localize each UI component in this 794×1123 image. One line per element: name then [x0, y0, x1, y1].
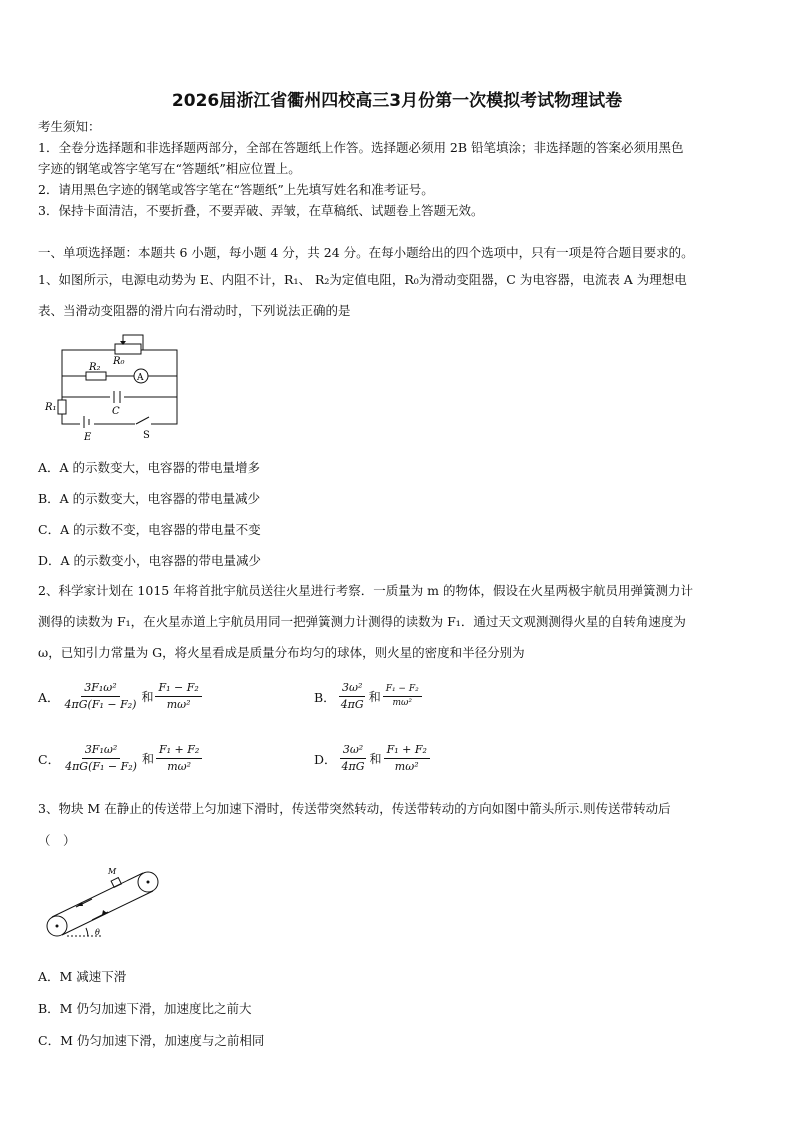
notice-line-1b: 字迹的钢笔或答字笔写在“答题纸”相应位置上。 — [38, 161, 301, 176]
and-word: 和 — [141, 690, 154, 704]
option-label: A． — [38, 689, 60, 705]
q1-option-d[interactable]: D．A 的示数变小，电容器的带电量减少 — [38, 553, 262, 568]
q3-answer-paren: （ ） — [38, 833, 76, 848]
density-fraction: $\frac{\text{3F₁ω²}}{\text{4πG(F₁ − F₂)}}$ — [64, 681, 137, 711]
r2-label: R₂ — [89, 362, 101, 373]
and-word: 和 — [369, 752, 382, 766]
q2-option-d[interactable] — [314, 743, 432, 774]
radius-fraction: $\frac{\text{F₁ − F₂}}{\text{mω²}}$ — [383, 684, 422, 709]
option-label: D． — [314, 751, 337, 767]
radius-fraction: $\frac{\text{F₁ + F₂}}{\text{mω²}}$ — [156, 743, 202, 774]
option-label: C． — [38, 751, 61, 767]
q2-option-b[interactable] — [314, 681, 424, 712]
notice-line-3: 3．保持卡面清洁，不要折叠，不要弄破、弄皱，在草稿纸、试题卷上答题无效。 — [38, 203, 484, 218]
q2-stem-line-2: 测得的读数为 F₁，在火星赤道上宇航员用同一把弹簧测力计测得的读数为 F₁．通过天文观测测得火星的自转角速度为 — [38, 614, 686, 629]
emf-label: E — [84, 432, 92, 443]
block-m-label: M — [108, 867, 117, 876]
radius-fraction: $\frac{\text{F₁ − F₂}}{\text{mω²}}$ — [155, 681, 201, 712]
switch-label: S — [143, 430, 150, 441]
ammeter-label: A — [137, 373, 144, 383]
q3-option-b[interactable]: B．M 仍匀加速下滑，加速度比之前大 — [38, 1001, 252, 1016]
q3-stem-line-1: 3、物块 M 在静止的传送带上匀加速下滑时，传送带突然转动，传送带转动的方向如图中箭头所示.则传送带转动后 — [38, 801, 671, 816]
q2-option-c[interactable] — [38, 743, 204, 774]
and-word: 和 — [368, 690, 381, 704]
q1-stem-line-2: 表、当滑动变阻器的滑片向右滑动时，下列说法正确的是 — [38, 303, 351, 318]
q1-option-a[interactable]: A．A 的示数变大，电容器的带电量增多 — [38, 460, 261, 475]
notice-line-2: 2．请用黑色字迹的钢笔或答字笔在“答题纸”上先填写姓名和准考证号。 — [38, 182, 434, 197]
q2-stem-line-1: 2、科学家计划在 1015 年将首批宇航员送往火星进行考察．一质量为 m 的物体，假设在火星两极宇航员用弹簧测力计 — [38, 583, 694, 598]
q1-option-c[interactable]: C．A 的示数不变，电容器的带电量不变 — [38, 522, 261, 537]
q1-stem-line-1: 1、如图所示，电源电动势为 E、内阻不计，R₁、 R₂为定值电阻，R₀为滑动变阻器，C 为电容器，电流表 A 为理想电 — [38, 272, 687, 287]
angle-theta-label: θ — [95, 928, 100, 937]
r1-label: R₁ — [45, 402, 57, 413]
q3-option-a[interactable]: A．M 减速下滑 — [38, 969, 127, 984]
and-word: 和 — [141, 752, 154, 766]
q1-option-b[interactable]: B．A 的示数变大，电容器的带电量减少 — [38, 491, 261, 506]
radius-fraction: $\frac{\text{F₁ + F₂}}{\text{mω²}}$ — [384, 743, 430, 774]
capacitor-label: C — [112, 406, 120, 417]
q2-stem-line-3: ω，已知引力常量为 G，将火星看成是质量分布均匀的球体，则火星的密度和半径分别为 — [38, 645, 525, 660]
section-heading: 一、单项选择题：本题共 6 小题，每小题 4 分，共 24 分。在每小题给出的四个选项中，只有一项是符合题目要求的。 — [38, 245, 694, 260]
notice-heading: 考生须知： — [38, 119, 101, 134]
q2-option-a[interactable] — [38, 681, 204, 712]
density-fraction: $\frac{\text{3ω²}}{4\pi G}$ — [341, 743, 365, 773]
q1-circuit-diagram — [40, 330, 190, 445]
q3-option-c[interactable]: C．M 仍匀加速下滑，加速度与之前相同 — [38, 1033, 265, 1048]
density-fraction: $\frac{\text{3F₁ω²}}{\text{4πG(F₁ − F₂)}}$ — [65, 743, 137, 773]
r0-label: R₀ — [113, 356, 125, 367]
exam-title: 2026届浙江省衢州四校高三3月份第一次模拟考试物理试卷 — [171, 91, 623, 111]
notice-line-1a: 1．全卷分选择题和非选择题两部分，全部在答题纸上作答。选择题必须用 2B 铅笔填涂；非选择题的答案必须用黑色 — [38, 140, 684, 155]
option-label: B． — [314, 689, 336, 705]
q3-conveyor-diagram — [40, 860, 170, 945]
density-fraction: $\frac{\text{3ω²}}{4\pi G}$ — [340, 681, 364, 711]
